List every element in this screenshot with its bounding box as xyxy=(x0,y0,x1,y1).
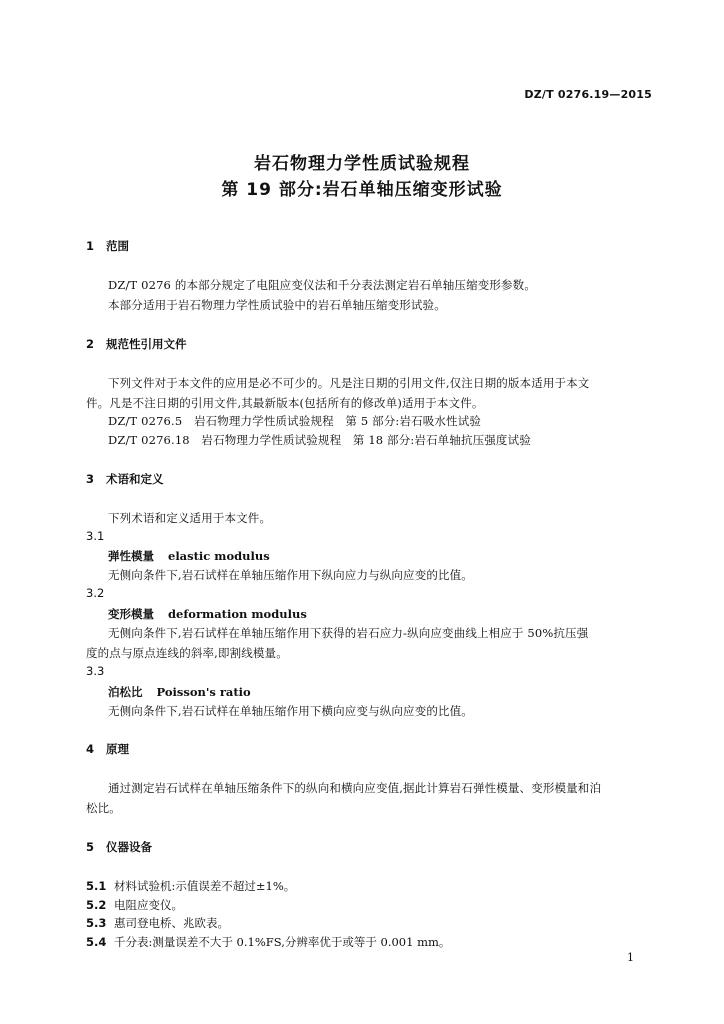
term-entry xyxy=(108,548,270,564)
item-number: 5.1 xyxy=(86,879,107,893)
item-text: 材料试验机:示值误差不超过±1%。 xyxy=(114,879,296,893)
paragraph: 本部分适用于岩石物理力学性质试验中的岩石单轴压缩变形试验。 xyxy=(108,298,446,312)
term-english: deformation modulus xyxy=(168,607,307,621)
document-title: 岩石物理力学性质试验规程 xyxy=(254,154,470,174)
item-text: 电阻应变仪。 xyxy=(114,898,183,912)
section-number: 2 xyxy=(86,337,95,351)
section-4-heading xyxy=(86,741,129,757)
term-chinese: 变形模量 xyxy=(108,607,154,621)
list-item xyxy=(86,878,295,894)
section-1-heading xyxy=(86,238,129,254)
section-title: 原理 xyxy=(106,742,129,756)
term-english: elastic modulus xyxy=(168,549,270,563)
term-chinese: 泊松比 xyxy=(108,685,143,699)
section-number: 3 xyxy=(86,472,95,486)
paragraph: 下列文件对于本文件的应用是必不可少的。凡是注日期的引用文件,仅注日期的版本适用于本文 xyxy=(108,376,590,390)
list-item xyxy=(86,915,229,931)
term-entry xyxy=(108,606,307,622)
section-title: 规范性引用文件 xyxy=(106,337,187,351)
paragraph: 件。凡是不注日期的引用文件,其最新版本(包括所有的修改单)适用于本文件。 xyxy=(86,396,484,410)
item-number: 5.4 xyxy=(86,935,107,949)
term-definition: 度的点与原点连线的斜率,即割线模量。 xyxy=(86,646,288,660)
section-5-heading xyxy=(86,839,152,855)
term-definition: 无侧向条件下,岩石试样在单轴压缩作用下获得的岩石应力-纵向应变曲线上相应于 50%抗压强 xyxy=(108,626,589,640)
term-chinese: 弹性模量 xyxy=(108,549,154,563)
section-title: 仪器设备 xyxy=(106,840,152,854)
term-english: Poisson's ratio xyxy=(156,685,251,699)
clause-number: 3.2 xyxy=(86,586,105,600)
list-item xyxy=(86,897,183,913)
page-number: 1 xyxy=(627,951,634,964)
item-text: 千分表:测量误差不大于 0.1%FS,分辨率优于或等于 0.001 mm。 xyxy=(114,935,451,949)
reference-item: DZ/T 0276.18 岩石物理力学性质试验规程 第 18 部分:岩石单轴抗压强度试验 xyxy=(108,433,531,447)
list-item xyxy=(86,934,450,950)
section-number: 1 xyxy=(86,239,95,253)
section-title: 范围 xyxy=(106,239,129,253)
section-2-heading xyxy=(86,336,187,352)
section-title: 术语和定义 xyxy=(106,472,164,486)
document-subtitle: 第 19 部分:岩石单轴压缩变形试验 xyxy=(221,180,503,200)
section-number: 4 xyxy=(86,742,95,756)
standard-code: DZ/T 0276.19—2015 xyxy=(524,88,652,101)
item-number: 5.2 xyxy=(86,898,107,912)
paragraph: 松比。 xyxy=(86,801,121,815)
clause-number: 3.3 xyxy=(86,664,105,678)
paragraph: 下列术语和定义适用于本文件。 xyxy=(108,511,272,525)
section-3-heading xyxy=(86,471,164,487)
reference-item: DZ/T 0276.5 岩石物理力学性质试验规程 第 5 部分:岩石吸水性试验 xyxy=(108,414,481,428)
clause-number: 3.1 xyxy=(86,529,105,543)
item-text: 惠司登电桥、兆欧表。 xyxy=(114,916,229,930)
term-definition: 无侧向条件下,岩石试样在单轴压缩作用下纵向应力与纵向应变的比值。 xyxy=(108,568,473,582)
section-number: 5 xyxy=(86,840,95,854)
paragraph: 通过测定岩石试样在单轴压缩条件下的纵向和横向应变值,据此计算岩石弹性模量、变形模量和泊 xyxy=(108,781,602,795)
paragraph: DZ/T 0276 的本部分规定了电阻应变仪法和千分表法测定岩石单轴压缩变形参数。 xyxy=(108,278,536,292)
item-number: 5.3 xyxy=(86,916,107,930)
term-entry xyxy=(108,684,251,700)
term-definition: 无侧向条件下,岩石试样在单轴压缩作用下横向应变与纵向应变的比值。 xyxy=(108,704,473,718)
